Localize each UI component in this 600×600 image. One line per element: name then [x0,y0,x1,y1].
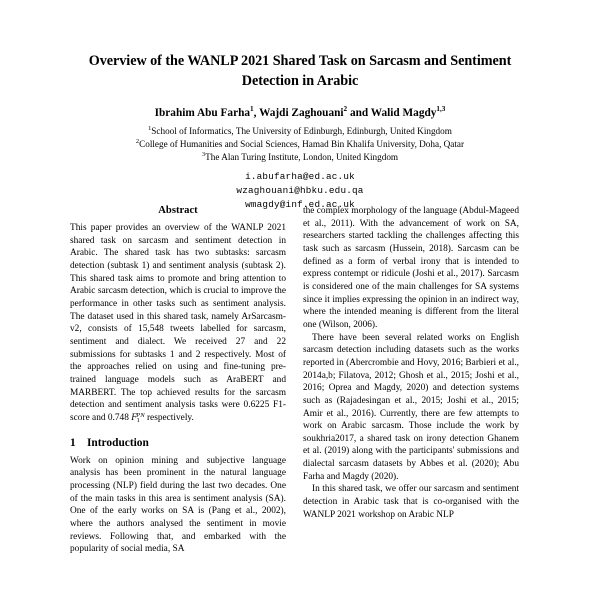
author-list [72,106,528,121]
abstract-text-part-2: respectively. [144,413,194,423]
author-affiliation-marker-3: 1,3 [436,105,446,114]
section-heading-introduction [70,437,286,449]
author-email[interactable]: wzaghouani@hbku.edu.qa [236,184,364,196]
abstract-text [70,222,286,426]
author-separator-1: , [253,107,260,120]
formula-superscript: PN [136,411,145,419]
page-title: Overview of the WANLP 2021 Shared Task on Sarcasm and Sentiment Detection in Arabic [88,53,512,89]
affiliation-item [72,138,528,151]
author-name-1: Ibrahim Abu Farha [154,107,251,120]
author-email[interactable]: i.abufarha@ed.ac.uk [245,171,355,183]
right-column-paragraph: the complex morphology of the language (Abdul-Mageed et al., 2011). With the advancement of work on SA, researchers started tackling the challenges affecting this task such as sarcasm (Hussein, 2018). Sarcasm can be defined as a form of verbal irony that is intended to express contempt or ridicule (Joshi et al., 2017). Sarcasm is considered one of the main challenges for SA systems since it implies expressing the opinion in an indirect way, where the intended meaning is different from the literal one (Wilson, 2006). [303,206,519,330]
affiliation-list [72,125,528,164]
affiliation-marker: 1 [148,124,152,132]
affiliation-text: The Alan Turing Institute, London, United Kingdom [205,151,399,162]
abstract-text-part-1: This paper provides an overview of the WANLP 2021 shared task on sarcasm and sentiment detection in Arabic. The shared task has two subtasks: sarcasm detection (subtask 1) and sentiment analysis (subtask 2). This shared task aims to promote and bring attention to Arabic sarcasm detection, which is crucial to improve the performance in other tasks such as sentiment analysis. The dataset used in this shared task, namely ArSarcasm-v2, consists of 15,548 tweets labelled for sarcasm, sentiment and dialect. We received 27 and 22 submissions for subtasks 1 and 2 respectively. Most of the approaches relied on using and fine-tuning pre-trained language models such as AraBERT and MARBERT. The top achieved results for the sarcasm detection and sentiment analysis tasks were 0.6225 F1-score and 0.748 [70,223,286,423]
affiliation-marker: 2 [135,137,140,145]
affiliation-text: School of Informatics, The University of Edinburgh, Edinburgh, United Kingdom [151,125,452,136]
author-affiliation-marker-2: 2 [343,105,348,114]
f1-pn-formula [131,413,144,423]
affiliation-item [72,125,528,138]
affiliation-item [72,151,528,164]
affiliation-text: College of Humanities and Social Sciences, Hamad Bin Khalifa University, Doha, Qatar [139,138,465,149]
introduction-paragraph: Work on opinion mining and subjective language analysis has been prominent in the natural language processing (NLP) field during the last two decades. One of the main tasks in this area is sentiment analysis (SA). One of the early works on SA is (Pang et al., 2002), where the authors analysed the sentiment in movie reviews. Following that, and embarked with the popularity of social media, SA [70,455,286,555]
author-name-3: Walid Magdy [370,107,437,120]
right-column-paragraph: In this shared task, we offer our sarcasm and sentiment detection in Arabic task that is co-organised with the WANLP 2021 workshop on Arabic NLP [303,484,519,520]
body-columns [0,205,600,556]
section-title: Introduction [87,436,149,449]
author-email[interactable]: wmagdy@inf.ed.ac.uk [245,198,355,210]
formula-base: F [131,413,137,423]
affiliation-marker: 3 [201,150,206,158]
left-column [70,205,286,556]
right-column-paragraph: There have been several related works on English sarcasm detection including datasets such as the works reported in (Abercrombie and Hovy, 2016; Barbieri et al., 2014a,b; Filatova, 2012; Ghosh et al., 2015; Joshi et al., 2016; Oprea and Magdy, 2020) and detection systems such as (Rajadesingan et al., 2015; Joshi et al., 2015; Amir et al., 2016). Currently, there are few attempts to work on Arabic sarcasm. Those include the work by soukhria2017, a shared task on irony detection Ghanem et al. (2019) along with the participants' submissions and dialectal sarcasm datasets by Abbes et al. (2020); Abu Farha and Magdy (2020). [303,332,519,482]
formula-subscript: 1 [136,416,140,424]
author-separator-2: and [347,107,371,120]
abstract-heading: Abstract [158,205,198,216]
title-block [0,0,600,211]
right-column [303,205,519,521]
section-number: 1 [70,436,76,449]
author-affiliation-marker-1: 1 [250,105,254,114]
author-name-2: Wajdi Zaghouani [259,107,344,120]
